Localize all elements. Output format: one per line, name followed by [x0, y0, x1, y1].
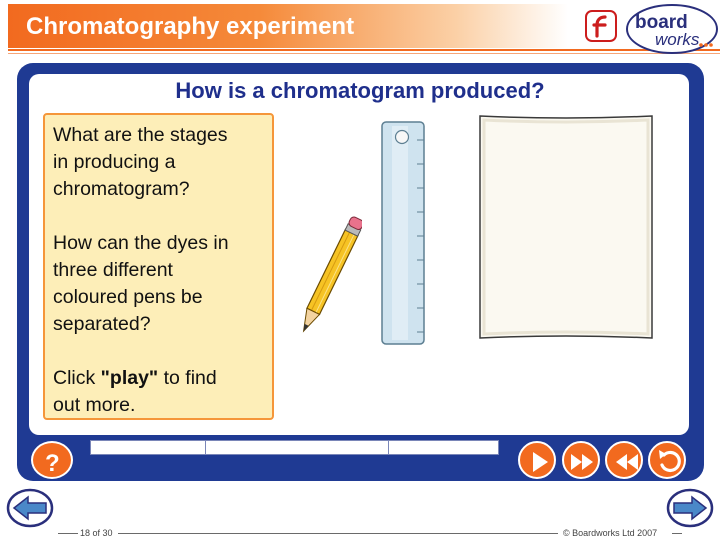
text-spacer — [53, 338, 264, 365]
text-line: How can the dyes in — [53, 232, 229, 254]
page-title: Chromatography experiment — [26, 13, 355, 40]
page-number: 18 of 30 — [80, 528, 113, 538]
ruler-image[interactable] — [380, 120, 428, 346]
footer-divider — [672, 533, 682, 534]
pencil-image[interactable] — [296, 212, 362, 346]
rewind-icon — [607, 443, 645, 481]
help-glyph: ? — [45, 450, 60, 475]
logo-text-board: board — [635, 12, 688, 33]
progress-divider — [388, 441, 389, 454]
fast-forward-icon — [564, 443, 602, 481]
flash-icon — [585, 10, 617, 42]
text-line: separated? — [53, 313, 151, 335]
boardworks-logo — [624, 2, 720, 56]
text-line: coloured pens be — [53, 286, 203, 308]
filter-paper-image[interactable] — [476, 112, 656, 342]
play-icon — [520, 443, 558, 481]
text-line: chromatogram? — [53, 178, 190, 200]
header-divider — [8, 49, 720, 51]
play-button[interactable] — [518, 441, 556, 479]
previous-slide-arrow-icon[interactable] — [6, 488, 54, 528]
text-line: three different — [53, 259, 173, 281]
instruction-text-box — [43, 113, 274, 420]
instruction-line-2: out more. — [53, 394, 136, 416]
logo-text-works: works — [655, 30, 700, 49]
instruction-prefix: Click — [53, 367, 101, 389]
copyright-text: © Boardworks Ltd 2007 — [563, 528, 658, 538]
reset-button[interactable] — [648, 441, 686, 479]
next-slide-arrow-icon[interactable] — [666, 488, 714, 528]
fast-forward-button[interactable] — [562, 441, 600, 479]
text-line: in producing a — [53, 151, 176, 173]
instruction-play-word: "play" — [100, 367, 159, 389]
footer-divider — [118, 533, 558, 534]
progress-divider — [205, 441, 206, 454]
instruction-line — [53, 365, 264, 392]
rewind-button[interactable] — [605, 441, 643, 479]
progress-bar[interactable] — [90, 440, 499, 455]
footer-divider — [58, 533, 78, 534]
header-bar — [8, 4, 568, 48]
reset-icon — [650, 443, 688, 481]
instruction-suffix: to find — [158, 367, 217, 389]
question-heading: How is a chromatogram produced? — [175, 78, 545, 103]
text-line: What are the stages — [53, 124, 228, 146]
text-spacer — [53, 203, 264, 230]
question-mark-icon — [42, 449, 64, 475]
help-button[interactable] — [31, 441, 73, 479]
header-divider-thin — [8, 53, 720, 54]
